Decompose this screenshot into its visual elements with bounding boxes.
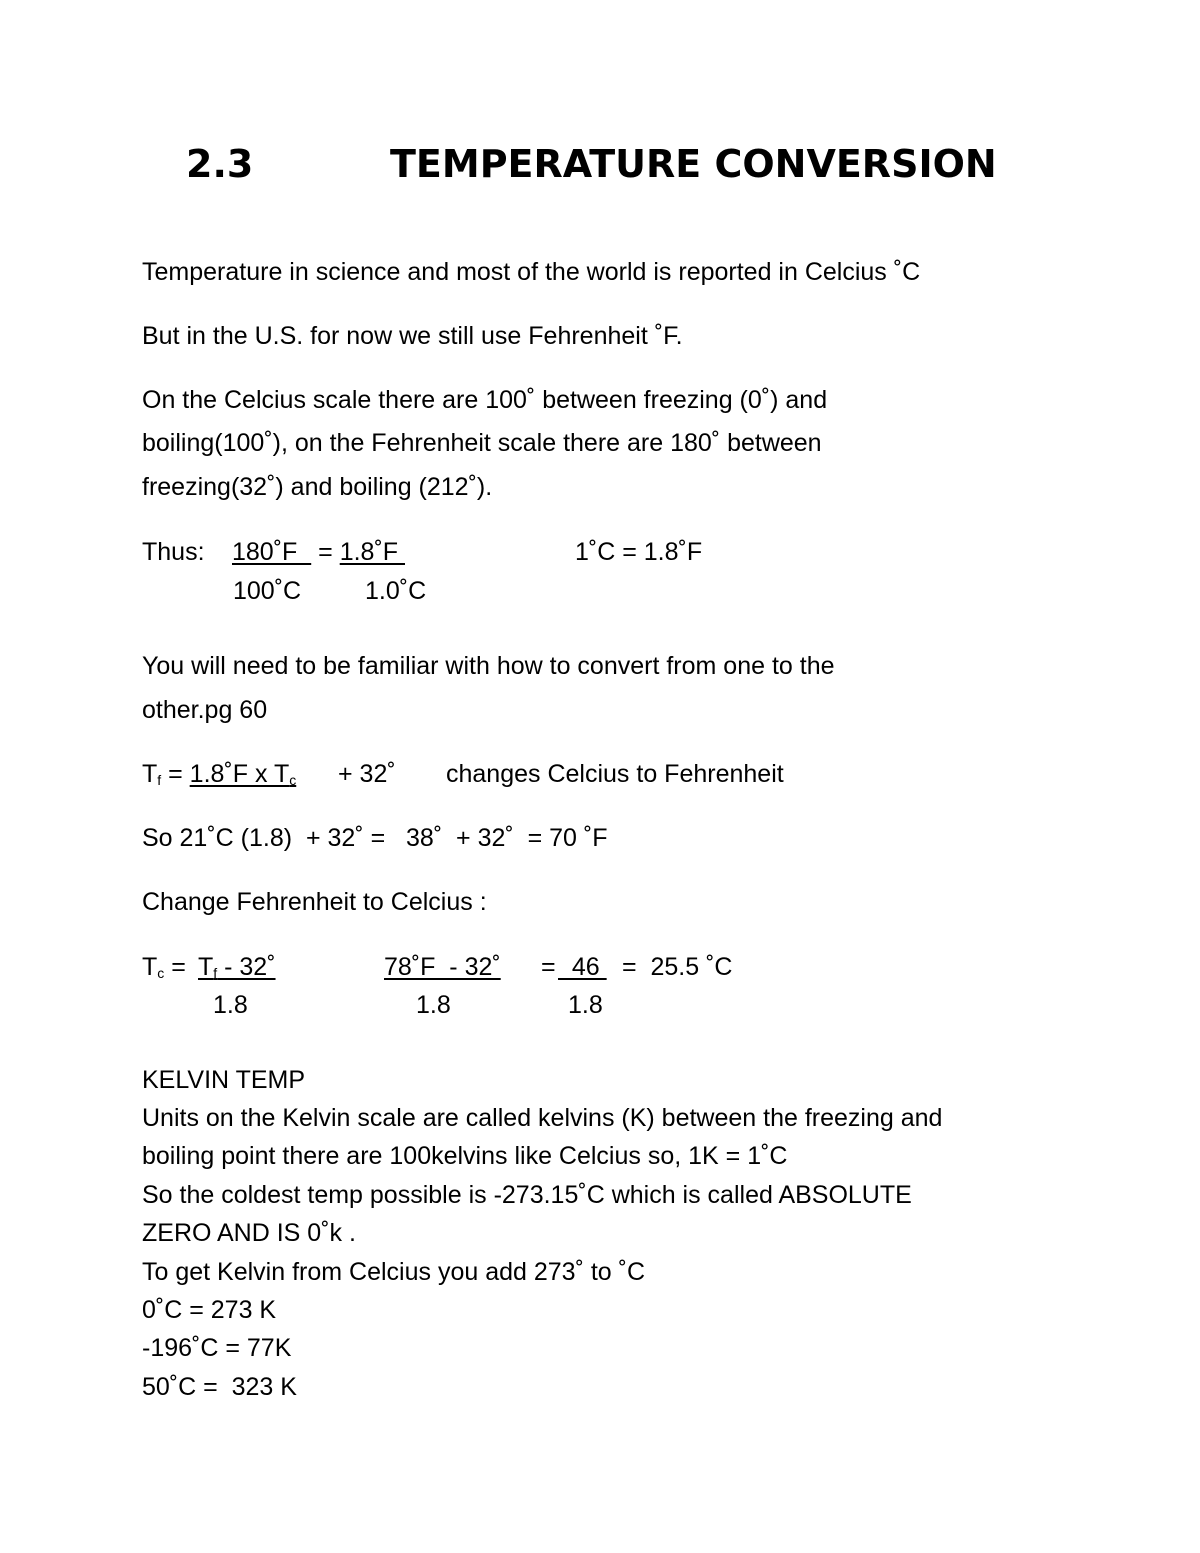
ratio-fraction [232,540,405,565]
formula-tf-product [190,760,297,788]
intro-line-2: But in the U.S. for now we still use Fehrenheit ˚F. [142,322,683,350]
formula-tc-num-t: T [198,953,214,981]
formula-tf-subscript: f [157,772,162,788]
celsius-example-result: = 25.5 ˚C [622,953,733,981]
ratio-numerator-2: 1.8˚F [339,538,405,566]
kelvin-heading: KELVIN TEMP [142,1066,306,1094]
formula-tf-equals: = [161,760,190,788]
kelvin-example-1: 0˚C = 273 K [142,1296,277,1324]
formula-tc-num-sub: f [213,965,218,981]
section-number: 2.3 [186,142,254,186]
formula-tc-symbol: T [142,953,158,981]
familiar-line-1: You will need to be familiar with how to convert from one to the [142,652,835,680]
celsius-example-equals: = [541,953,556,981]
kelvin-line-2: boiling point there are 100kelvins like Celcius so, 1K = 1˚C [142,1142,788,1170]
formula-tf-note: changes Celcius to Fehrenheit [446,760,784,788]
scale-paragraph-line-3: freezing(32˚) and boiling (212˚). [142,473,493,501]
page-title: TEMPERATURE CONVERSION [390,142,997,186]
familiar-line-2: other.pg 60 [142,696,268,724]
thus-label: Thus: [142,538,205,566]
scale-paragraph-line-1: On the Celcius scale there are 100˚ between freezing (0˚) and [142,386,828,414]
fahrenheit-example: So 21˚C (1.8) + 32˚ = 38˚ + 32˚ = 70 ˚F [142,824,608,852]
celsius-example-numerator: 78˚F - 32˚ [384,953,501,981]
kelvin-line-1: Units on the Kelvin scale are called kelvins (K) between the freezing and [142,1104,943,1132]
formula-tf-product-subscript: c [289,772,297,788]
kelvin-line-3: So the coldest temp possible is -273.15˚C which is called ABSOLUTE [142,1181,912,1209]
ratio-equals: = [311,538,340,566]
formula-tf-plus: + 32˚ [338,760,396,788]
celsius-example-denominator: 1.8 [416,991,451,1019]
fahrenheit-formula [142,762,296,787]
ratio-numerator-1: 180˚F [232,538,312,566]
celsius-example-numerator-2: 46 [558,953,607,981]
formula-tf-product-text: 1.8˚F x T [189,760,290,788]
scale-paragraph-line-2: boiling(100˚), on the Fehrenheit scale there are 180˚ between [142,429,822,457]
ratio-denominator-2: 1.0˚C [365,577,427,605]
formula-tc-num-rest: - 32˚ [217,953,276,981]
kelvin-line-4: ZERO AND IS 0˚k . [142,1219,356,1247]
celsius-formula-numerator [198,955,276,980]
intro-line-1: Temperature in science and most of the world is reported in Celcius ˚C [142,258,921,286]
change-heading: Change Fehrenheit to Celcius : [142,888,487,916]
ratio-denominator-1: 100˚C [233,577,302,605]
formula-tc-equals: = [164,953,193,981]
celsius-formula-lhs [142,955,193,980]
kelvin-line-5: To get Kelvin from Celcius you add 273˚ to ˚C [142,1258,646,1286]
formula-tf-symbol: T [142,760,158,788]
celsius-example-denominator-2: 1.8 [568,991,603,1019]
ratio-result: 1˚C = 1.8˚F [575,538,703,566]
kelvin-example-2: -196˚C = 77K [142,1334,292,1362]
kelvin-example-3: 50˚C = 323 K [142,1373,297,1401]
celsius-formula-denominator: 1.8 [213,991,248,1019]
formula-tc-subscript: c [157,965,165,981]
